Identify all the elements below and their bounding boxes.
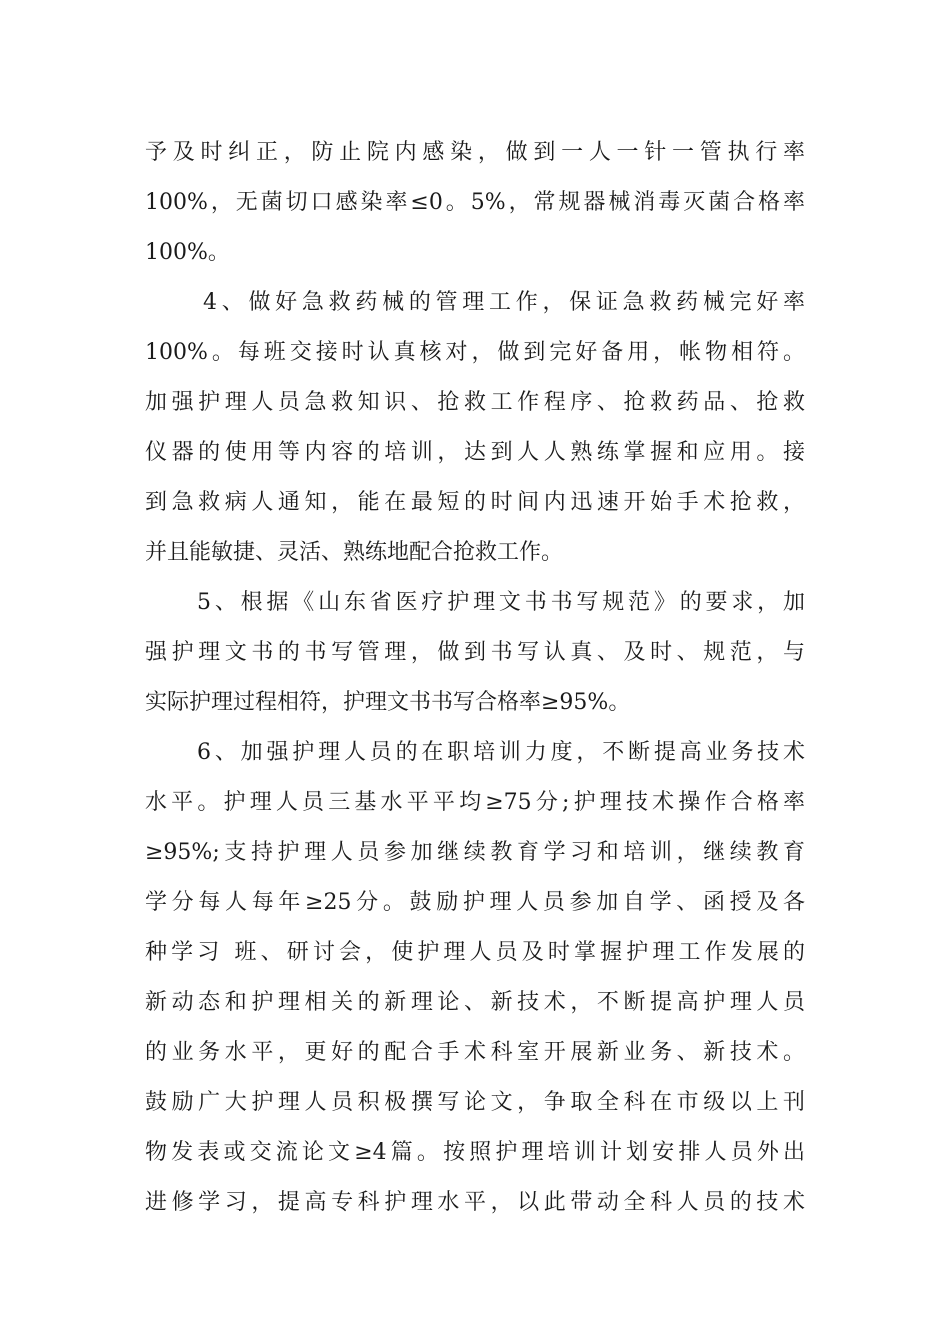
paragraph-line: 新动态和护理相关的新理论、新技术，不断提高护理人员 (145, 990, 805, 1015)
document-body (145, 128, 805, 1228)
paragraph-line: ≥95%;支持护理人员参加继续教育学习和培训，继续教育 (145, 840, 805, 865)
paragraph-line: 到急救病人通知，能在最短的时间内迅速开始手术抢救， (145, 490, 805, 515)
paragraph-line: 仪器的使用等内容的培训，达到人人熟练掌握和应用。接 (145, 440, 805, 465)
paragraph-line: 4、做好急救药械的管理工作，保证急救药械完好率 (203, 290, 805, 315)
paragraph-line: 6、加强护理人员的在职培训力度，不断提高业务技术 (197, 740, 805, 765)
paragraph-line: 鼓励广大护理人员积极撰写论文，争取全科在市级以上刊 (145, 1090, 805, 1115)
paragraph-line: 强护理文书的书写管理，做到书写认真、及时、规范，与 (145, 640, 805, 665)
paragraph-line: 予及时纠正，防止院内感染，做到一人一针一管执行率 (145, 140, 805, 165)
paragraph-line: 100%，无菌切口感染率≤0。5%，常规器械消毒灭菌合格率 (145, 190, 805, 215)
paragraph-line: 种学习 班、研讨会，使护理人员及时掌握护理工作发展的 (145, 940, 805, 965)
paragraph-line: 实际护理过程相符，护理文书书写合格率≥95%。 (145, 690, 631, 715)
paragraph-line: 100%。 (145, 240, 230, 265)
paragraph-line: 学分每人每年≥25分。鼓励护理人员参加自学、函授及各 (145, 890, 805, 915)
paragraph-line: 物发表或交流论文≥4篇。按照护理培训计划安排人员外出 (145, 1140, 805, 1165)
paragraph-line: 5、根据《山东省医疗护理文书书写规范》的要求，加 (197, 590, 805, 615)
paragraph-line: 加强护理人员急救知识、抢救工作程序、抢救药品、抢救 (145, 390, 805, 415)
paragraph-line: 并且能敏捷、灵活、熟练地配合抢救工作。 (145, 540, 564, 565)
paragraph-line: 100%。每班交接时认真核对，做到完好备用，帐物相符。 (145, 340, 805, 365)
paragraph-line: 的业务水平，更好的配合手术科室开展新业务、新技术。 (145, 1040, 805, 1065)
paragraph-line: 水平。护理人员三基水平平均≥75分;护理技术操作合格率 (145, 790, 805, 815)
paragraph-line: 进修学习，提高专科护理水平，以此带动全科人员的技术 (145, 1190, 805, 1215)
